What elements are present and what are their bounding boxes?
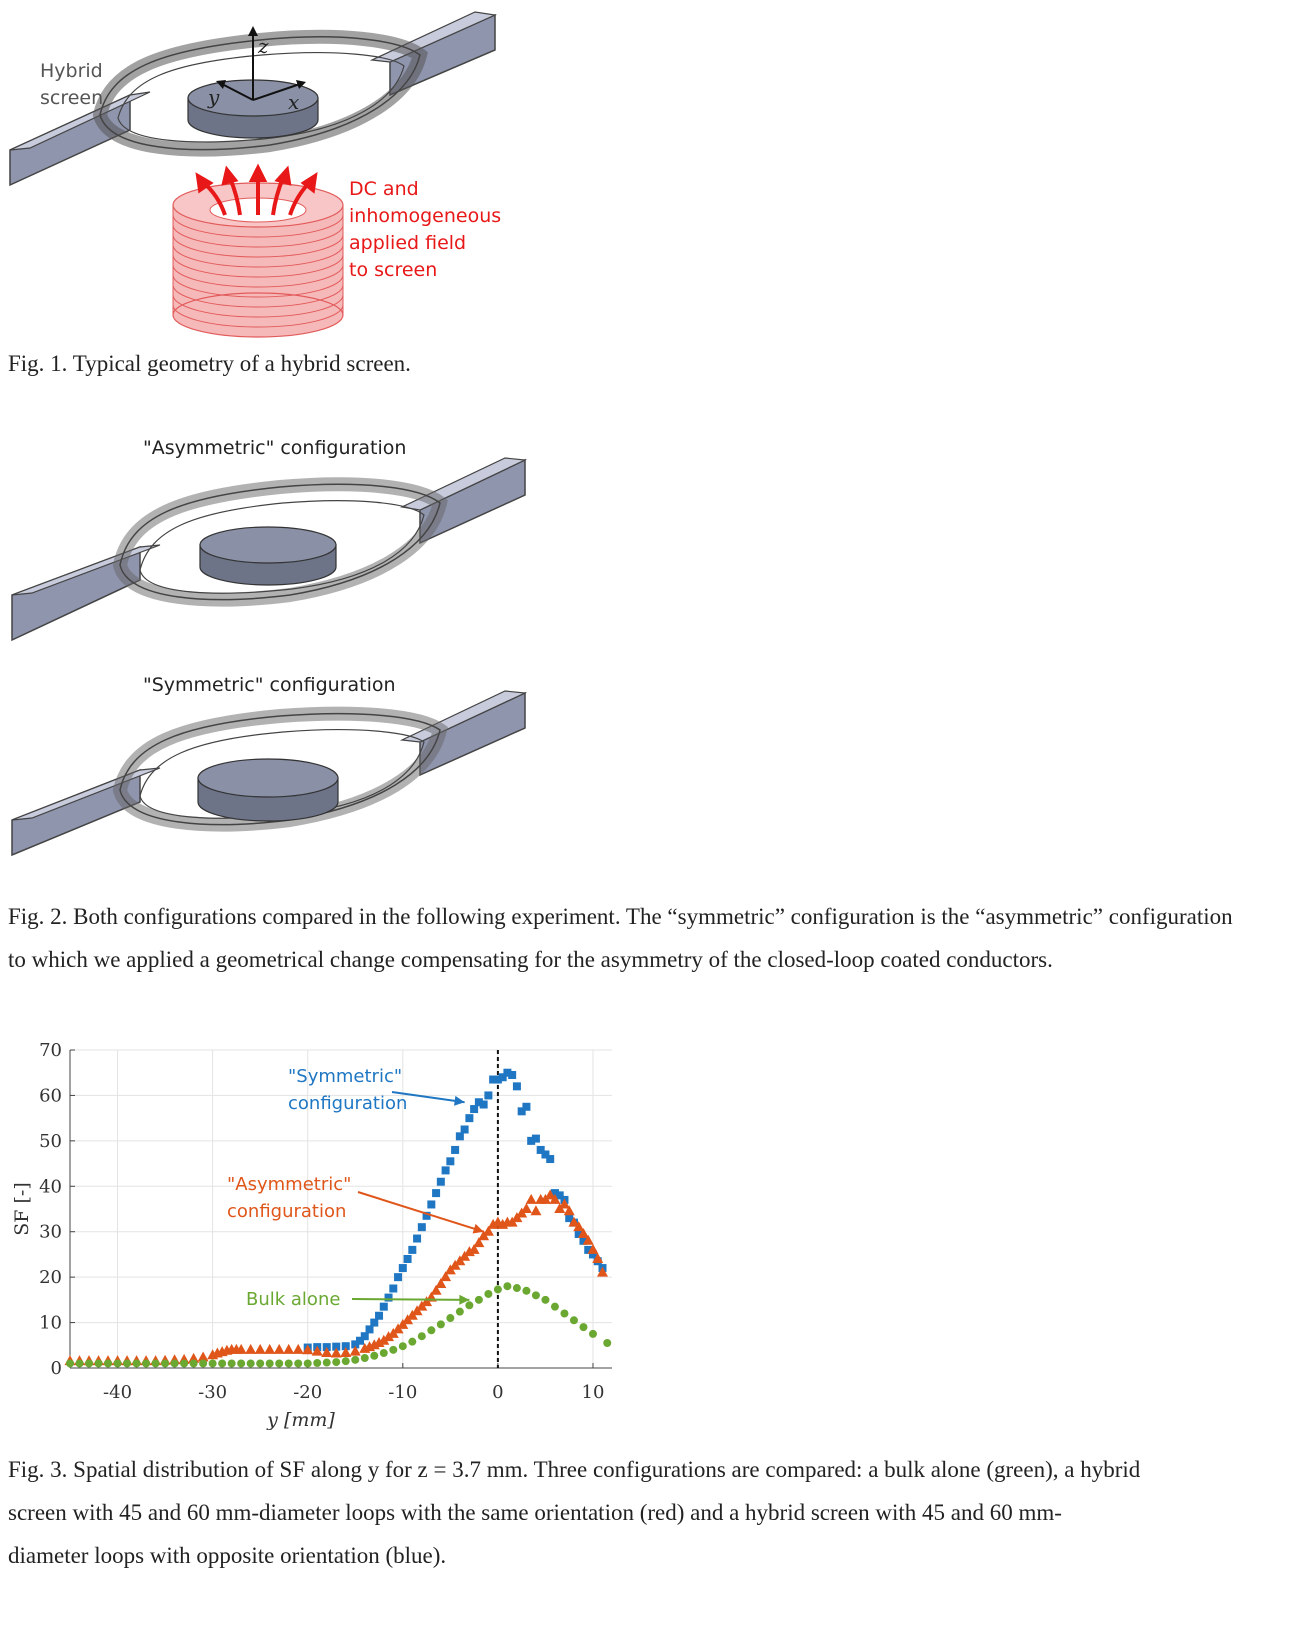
symmetric-point [404,1255,412,1263]
asymmetric-point [521,1203,532,1213]
asymmetric-point [526,1194,537,1204]
bulk-point [313,1359,321,1367]
sf-chart [0,1030,640,1430]
symmetric-annotation-text: configuration [288,1093,408,1114]
bulk-point [332,1358,340,1366]
symmetric-point [508,1071,516,1079]
asymmetric-point [530,1205,541,1215]
symmetric-point [451,1146,459,1154]
bulk-point [418,1332,426,1340]
symmetric-point [461,1126,469,1134]
bulk-point [399,1342,407,1350]
fig3-caption-line1: Fig. 3. Spatial distribution of SF along y for z = 3.7 mm. Three configurations are compared: a bulk alone (green), a hybrid [8,1457,1141,1482]
bulk-point [370,1352,378,1360]
bulk-point [161,1359,169,1367]
bulk-point [218,1359,226,1367]
fig2-caption-line1: Fig. 2. Both configurations compared in the following experiment. The “symmetric” configuration is the “asymmetric” configuration [8,904,1233,929]
bulk-point [266,1359,274,1367]
y-tick-label: 20 [39,1267,62,1289]
bulk-point [123,1359,131,1367]
symmetric-title: "Symmetric" configuration [143,674,396,696]
bulk-point [446,1314,454,1322]
bulk-point [190,1359,198,1367]
symmetric-point [522,1103,530,1111]
bulk-point [247,1359,255,1367]
asymmetric-point [293,1344,304,1354]
symmetric-point [532,1135,540,1143]
symmetric-annotation-text: "Symmetric" [288,1066,403,1087]
bulk-annotation-arrow [352,1299,469,1300]
bulk-point [570,1316,578,1324]
bulk-point [285,1359,293,1367]
symmetric-point [480,1101,488,1109]
bulk-point [513,1284,521,1292]
field-label-line: inhomogeneous [349,205,502,227]
symmetric-point [389,1285,397,1293]
asymmetric-annotation-text: "Asymmetric" [227,1174,352,1195]
bulk-point [494,1285,502,1293]
bulk-point [603,1339,611,1347]
asymmetric-annotation-text: configuration [227,1201,347,1222]
symmetric-point [399,1264,407,1272]
symmetric-point [394,1273,402,1281]
symmetric-point [446,1157,454,1165]
bulk-point [256,1359,264,1367]
symmetric-point [408,1246,416,1254]
bulk-point [551,1303,559,1311]
bulk-point [427,1326,435,1334]
bulk-point [389,1346,397,1354]
fig1-caption: Fig. 1. Typical geometry of a hybrid screen. [8,351,411,376]
symmetric-point [437,1178,445,1186]
symmetric-point [380,1303,388,1311]
axis-x-label: x [288,90,300,114]
field-label-line: to screen [349,259,438,281]
hybrid-label-line1: Hybrid [40,60,103,82]
symmetric-point [513,1082,521,1090]
bulk-point [142,1359,150,1367]
y-tick-label: 10 [39,1312,62,1334]
bulk-point [465,1301,473,1309]
bulk-point [532,1291,540,1299]
asymmetric-point [264,1344,275,1354]
symmetric-annotation-arrowhead [454,1096,465,1106]
bulk-point [114,1359,122,1367]
symmetric-point [370,1319,378,1327]
x-axis-label: y [mm] [267,1409,335,1430]
bulk-point [361,1354,369,1362]
y-axis-label: SF [-] [11,1182,33,1236]
fig2-caption-line2: to which we applied a geometrical change compensating for the asymmetry of the closed-loop coated conductors. [8,947,1053,972]
bulk-point [475,1296,483,1304]
bulk-point [275,1359,283,1367]
symmetric-point [465,1114,473,1122]
y-tick-label: 50 [39,1130,62,1152]
bulk-point [342,1357,350,1365]
bulk-point [560,1309,568,1317]
axis-y-label: y [208,85,220,109]
bulk-point [408,1338,416,1346]
symmetric-point [427,1200,435,1208]
symmetric-point [546,1155,554,1163]
x-tick-label: 10 [581,1382,605,1403]
bulk-point [171,1359,179,1367]
symmetric-point [418,1223,426,1231]
bulk-point [104,1359,112,1367]
bulk-annotation-text: Bulk alone [246,1289,341,1310]
symmetric-point [456,1132,464,1140]
asymmetric-title: "Asymmetric" configuration [143,437,407,459]
bulk-point [522,1287,530,1295]
bulk-point [152,1359,160,1367]
fig1-illustration [0,0,560,340]
symmetric-point [470,1105,478,1113]
x-tick-label: -10 [388,1382,418,1403]
asymmetric-point [274,1344,285,1354]
bulk-point [133,1359,141,1367]
y-tick-label: 60 [39,1085,62,1107]
bulk-point [589,1330,597,1338]
hybrid-label-line2: screen [40,87,104,109]
y-tick-label: 40 [39,1176,62,1198]
symmetric-point [432,1189,440,1197]
asymmetric-point [283,1344,294,1354]
bulk-point [351,1356,359,1364]
fig3-caption-line2: screen with 45 and 60 mm-diameter loops with the same orientation (red) and a hybrid screen with 45 and 60 mm- [8,1500,1062,1525]
bulk-point [85,1359,93,1367]
asymmetric-illustration [0,455,560,655]
field-label-line: applied field [349,232,467,254]
bulk-point [95,1359,103,1367]
bulk-point [484,1290,492,1298]
bulk-point [66,1359,74,1367]
axis-z-label: z [258,34,269,58]
x-tick-label: -40 [103,1382,133,1403]
symmetric-point [375,1312,383,1320]
x-tick-label: -20 [293,1382,323,1403]
symmetric-point [442,1166,450,1174]
bulk-point [199,1359,207,1367]
symmetric-point [484,1091,492,1099]
x-tick-label: -30 [198,1382,228,1403]
bulk-point [209,1359,217,1367]
bulk-point [237,1359,245,1367]
x-tick-label: 0 [492,1382,504,1403]
asymmetric-point [245,1344,256,1354]
symmetric-point [413,1235,421,1243]
bulk-point [294,1359,302,1367]
bulk-point [456,1308,464,1316]
y-tick-label: 0 [50,1358,62,1379]
bulk-point [437,1320,445,1328]
bulk-point [380,1349,388,1357]
bulk-point [541,1296,549,1304]
bulk-point [228,1359,236,1367]
bulk-point [323,1359,331,1367]
bulk-point [180,1359,188,1367]
bulk-point [503,1282,511,1290]
y-tick-label: 30 [39,1221,62,1243]
y-tick-label: 70 [39,1040,62,1061]
symmetric-point [385,1294,393,1302]
fig3-caption-line3: diameter loops with opposite orientation (blue). [8,1543,447,1568]
field-label-line: DC and [349,178,419,200]
symmetric-point [366,1325,374,1333]
bulk-point [76,1359,84,1367]
bulk-point [304,1359,312,1367]
symmetric-point [361,1332,369,1340]
asymmetric-point [255,1344,266,1354]
symmetric-illustration [0,690,560,870]
field-label [349,176,501,284]
bulk-point [579,1323,587,1331]
